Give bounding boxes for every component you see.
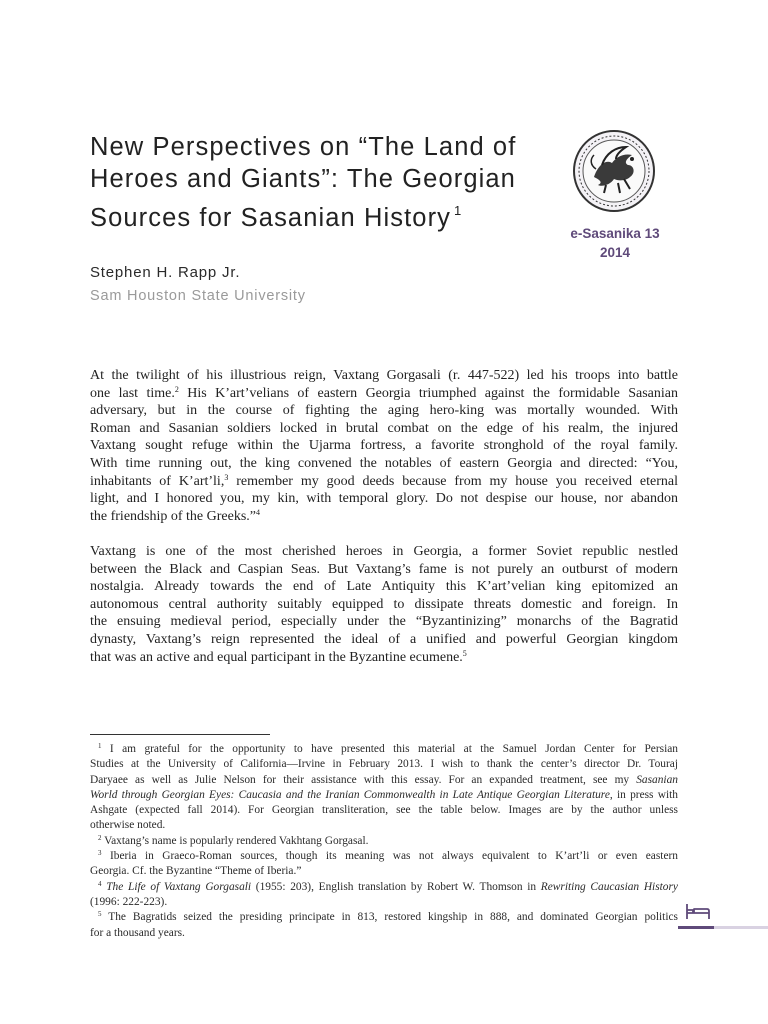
footnote-line: Studies at the University of California—Irvine in February 2013. I wish to thank the center’s director Dr. Touraj <box>90 758 678 771</box>
footnote-line <box>90 773 678 788</box>
p1-line: Vaxtang sought refuge within the Ujarma fortress, a favorite stronghold of the royal family. <box>90 438 678 454</box>
p1-text: the friendship of the Greeks.” <box>90 508 256 524</box>
footnote-italic: World through Georgian Eyes: Caucasia and the Iranian Commonwealth in Late Antique Georgian Literature <box>90 788 610 801</box>
p2-line <box>90 649 678 667</box>
article-title <box>90 132 540 235</box>
p1-text: one last time. <box>90 385 175 401</box>
author-name: Stephen H. Rapp Jr. <box>90 264 241 281</box>
page-progress-bar <box>678 926 768 929</box>
page-progress-fill <box>678 926 714 929</box>
author-affiliation: Sam Houston State University <box>90 288 306 304</box>
footnote-line: Georgia. Cf. the Byzantine “Theme of Iberia.” <box>90 865 302 878</box>
footnote-ref-5[interactable]: 5 <box>462 648 467 658</box>
p2-line: autonomous central authority suitably equipped to dissipate threats domestic and foreign. In <box>90 596 678 612</box>
title-line-3 <box>90 195 540 235</box>
footnote-text: Vaxtang’s name is popularly rendered Vakhtang Gorgasal. <box>101 834 369 847</box>
footnote-ref-2[interactable]: 2 <box>174 384 179 394</box>
footnote-italic: The Life of Vaxtang Gorgasali <box>106 880 252 893</box>
footnote-line: for a thousand years. <box>90 926 185 939</box>
journal-year: 2014 <box>599 245 631 260</box>
p2-line: dynasty, Vaxtang’s reign represented the ideal of a unified and powerful Georgian kingdom <box>90 631 678 647</box>
footnote-2 <box>90 834 678 849</box>
footnote-3 <box>90 849 678 864</box>
p1-line: Roman and Sasanian soldiers locked in brutal combat on the edge of his realm, the injured <box>90 420 678 436</box>
footnote-4 <box>90 880 678 895</box>
p1-text: remember my good deeds because from my house you received eternal <box>228 473 678 489</box>
footnote-mark: 1 <box>98 742 102 750</box>
p1-line <box>90 473 678 491</box>
footnote-5 <box>90 910 678 925</box>
p1-line: With time running out, the king convened the notables of eastern Georgia and directed: “You, <box>90 455 678 471</box>
footnote-mark: 2 <box>98 833 102 842</box>
title-line-2: Heroes and Giants”: The Georgian <box>90 164 516 193</box>
footnote-text: The Bagratids seized the presiding principate in 813, restored kingship in 888, and dominated Georgian politics <box>101 911 678 924</box>
title-line-1: New Perspectives on “The Land of <box>90 133 517 161</box>
footnote-mark: 4 <box>98 879 102 888</box>
title-footnote-mark[interactable]: 1 <box>454 203 462 218</box>
paragraph-1 <box>90 367 678 525</box>
p1-line: light, and I honored you, my kin, with temporal glory. Do not despise our house, nor abandon <box>90 491 678 507</box>
footnote-text: I am grateful for the opportunity to have presented this material at the Samuel Jordan Center for Persian <box>101 743 678 755</box>
p2-text: that was an active and equal participant in the Byzantine ecumene. <box>90 649 463 665</box>
footnote-ref-4[interactable]: 4 <box>256 507 260 517</box>
footnote-text: Daryaee as well as Julie Nelson for their assistance with this essay. For an expanded treatment, see my <box>90 773 637 786</box>
bed-icon[interactable] <box>684 900 712 922</box>
p1-line: At the twilight of his illustrious reign, Vaxtang Gorgasali (r. 447-522) led his troops into battle <box>90 368 678 383</box>
p2-line: the ensuing medieval period, especially under the “Byzantinizing” monarchs of the Bagratid <box>90 614 678 630</box>
footnote-text: Iberia in Graeco-Roman sources, though its meaning was not always equivalent to K’art’li or even eastern <box>101 850 678 863</box>
footnote-mark: 5 <box>98 910 102 919</box>
footnote-separator <box>90 734 270 735</box>
p2-line: nostalgia. Already towards the end of Late Antiquity this K’art’velian king epitomized an <box>90 579 678 595</box>
p2-line: Vaxtang is one of the most cherished heroes in Georgia, a former Soviet republic nestled <box>90 544 678 559</box>
footnotes <box>90 742 678 941</box>
p1-line: adversary, but in the course of fighting the aging hero-king was mortally wounded. With <box>90 403 678 419</box>
griffin-seal-logo <box>572 129 656 213</box>
footnote-text: , in press with <box>609 788 678 801</box>
footnote-text: (1955: 203), English translation by Robert W. Thomson in <box>251 880 541 893</box>
p1-line <box>90 508 678 526</box>
journal-name: e-Sasanika 13 <box>570 226 660 241</box>
p1-text: inhabitants of K’art’li, <box>90 473 225 489</box>
footnote-1 <box>90 742 678 757</box>
title-line-3-text: Sources for Sasanian History <box>90 204 452 232</box>
p1-text: His K’art’velians of eastern Georgia triumphed against the formidable Sasanian <box>178 385 678 401</box>
footnote-line: Ashgate (expected fall 2014). For Georgian transliteration, see the table below. Images are by the author unless <box>90 804 678 817</box>
p1-line <box>90 385 678 403</box>
footnote-line: otherwise noted. <box>90 819 166 832</box>
footnote-mark: 3 <box>98 849 102 858</box>
footnote-line: (1996: 222-223). <box>90 895 168 908</box>
footnote-line <box>90 788 678 803</box>
footnote-ref-3[interactable]: 3 <box>224 472 229 482</box>
journal-info <box>556 224 674 262</box>
footnote-italic: Sasanian <box>636 773 678 786</box>
footnote-italic: Rewriting Caucasian History <box>540 880 678 893</box>
p2-line: between the Black and Caspian Seas. But Vaxtang’s fame is not purely an outburst of modern <box>90 561 678 577</box>
paragraph-2 <box>90 543 678 666</box>
